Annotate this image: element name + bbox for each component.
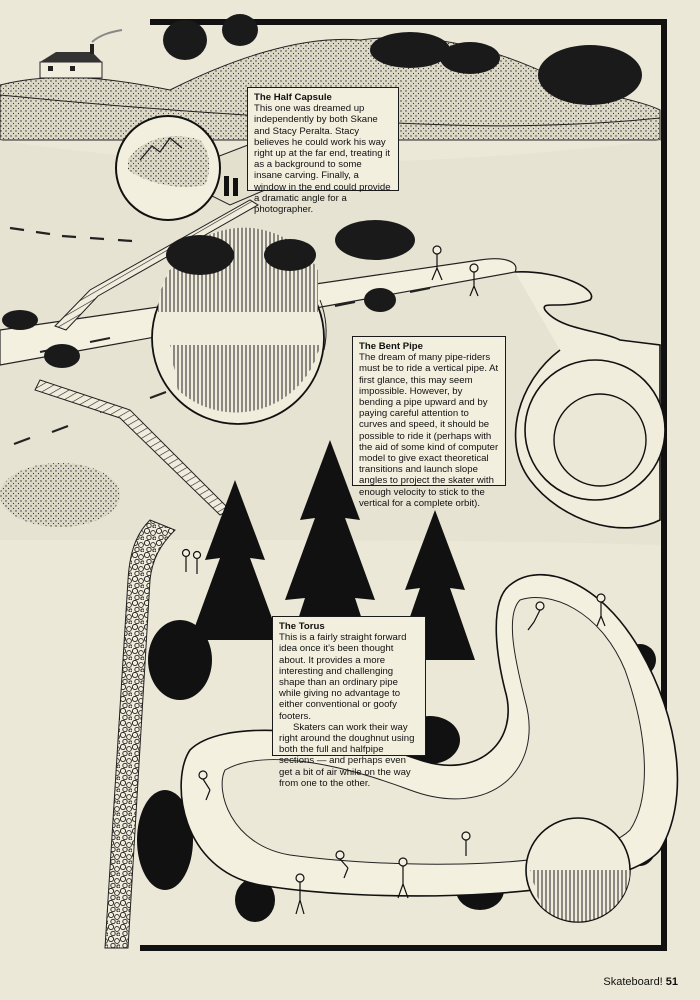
caption-half-capsule (247, 87, 399, 216)
caption-torus (272, 616, 426, 789)
magazine-name: Skateboard! (603, 976, 663, 988)
caption-title: The Half Capsule (254, 92, 332, 103)
caption-body: The dream of many pipe-riders must be to ride a vertical pipe. At first glance, this may seem impossible. However, by bending a pipe upward and by paying careful attention to curves and speed, it should be possible to ride it (perhaps with the aid of some kind of computer model to give exact theoretical transitions and launch slope angles to project the skater with enough velocity to stick to the vertical for a complete orbit). (359, 352, 499, 509)
caption-title: The Bent Pipe (359, 341, 423, 352)
page-number: 51 (665, 976, 678, 988)
page-footer (603, 976, 678, 988)
caption-body-second-paragraph: Skaters can work their way right around the doughnut using both the full and halfpipe sections — and perhaps even get a bit of air while on the way from one to the other. (279, 721, 415, 789)
caption-body: This is a fairly straight forward idea once it's been thought about. It provides a more interesting and challenging shape than an ordinary pipe while giving no advantage to either conventional or goofy footers. (279, 632, 407, 722)
caption-bent-pipe (352, 336, 506, 509)
caption-body: This one was dreamed up independently by both Skane and Stacy Peralta. Stacy believes he could work his way right up at the far end, treating it as a background to some insane carving. Finally, a window in the end could provide a dramatic angle for a photographer. (254, 103, 391, 216)
caption-title: The Torus (279, 621, 325, 632)
